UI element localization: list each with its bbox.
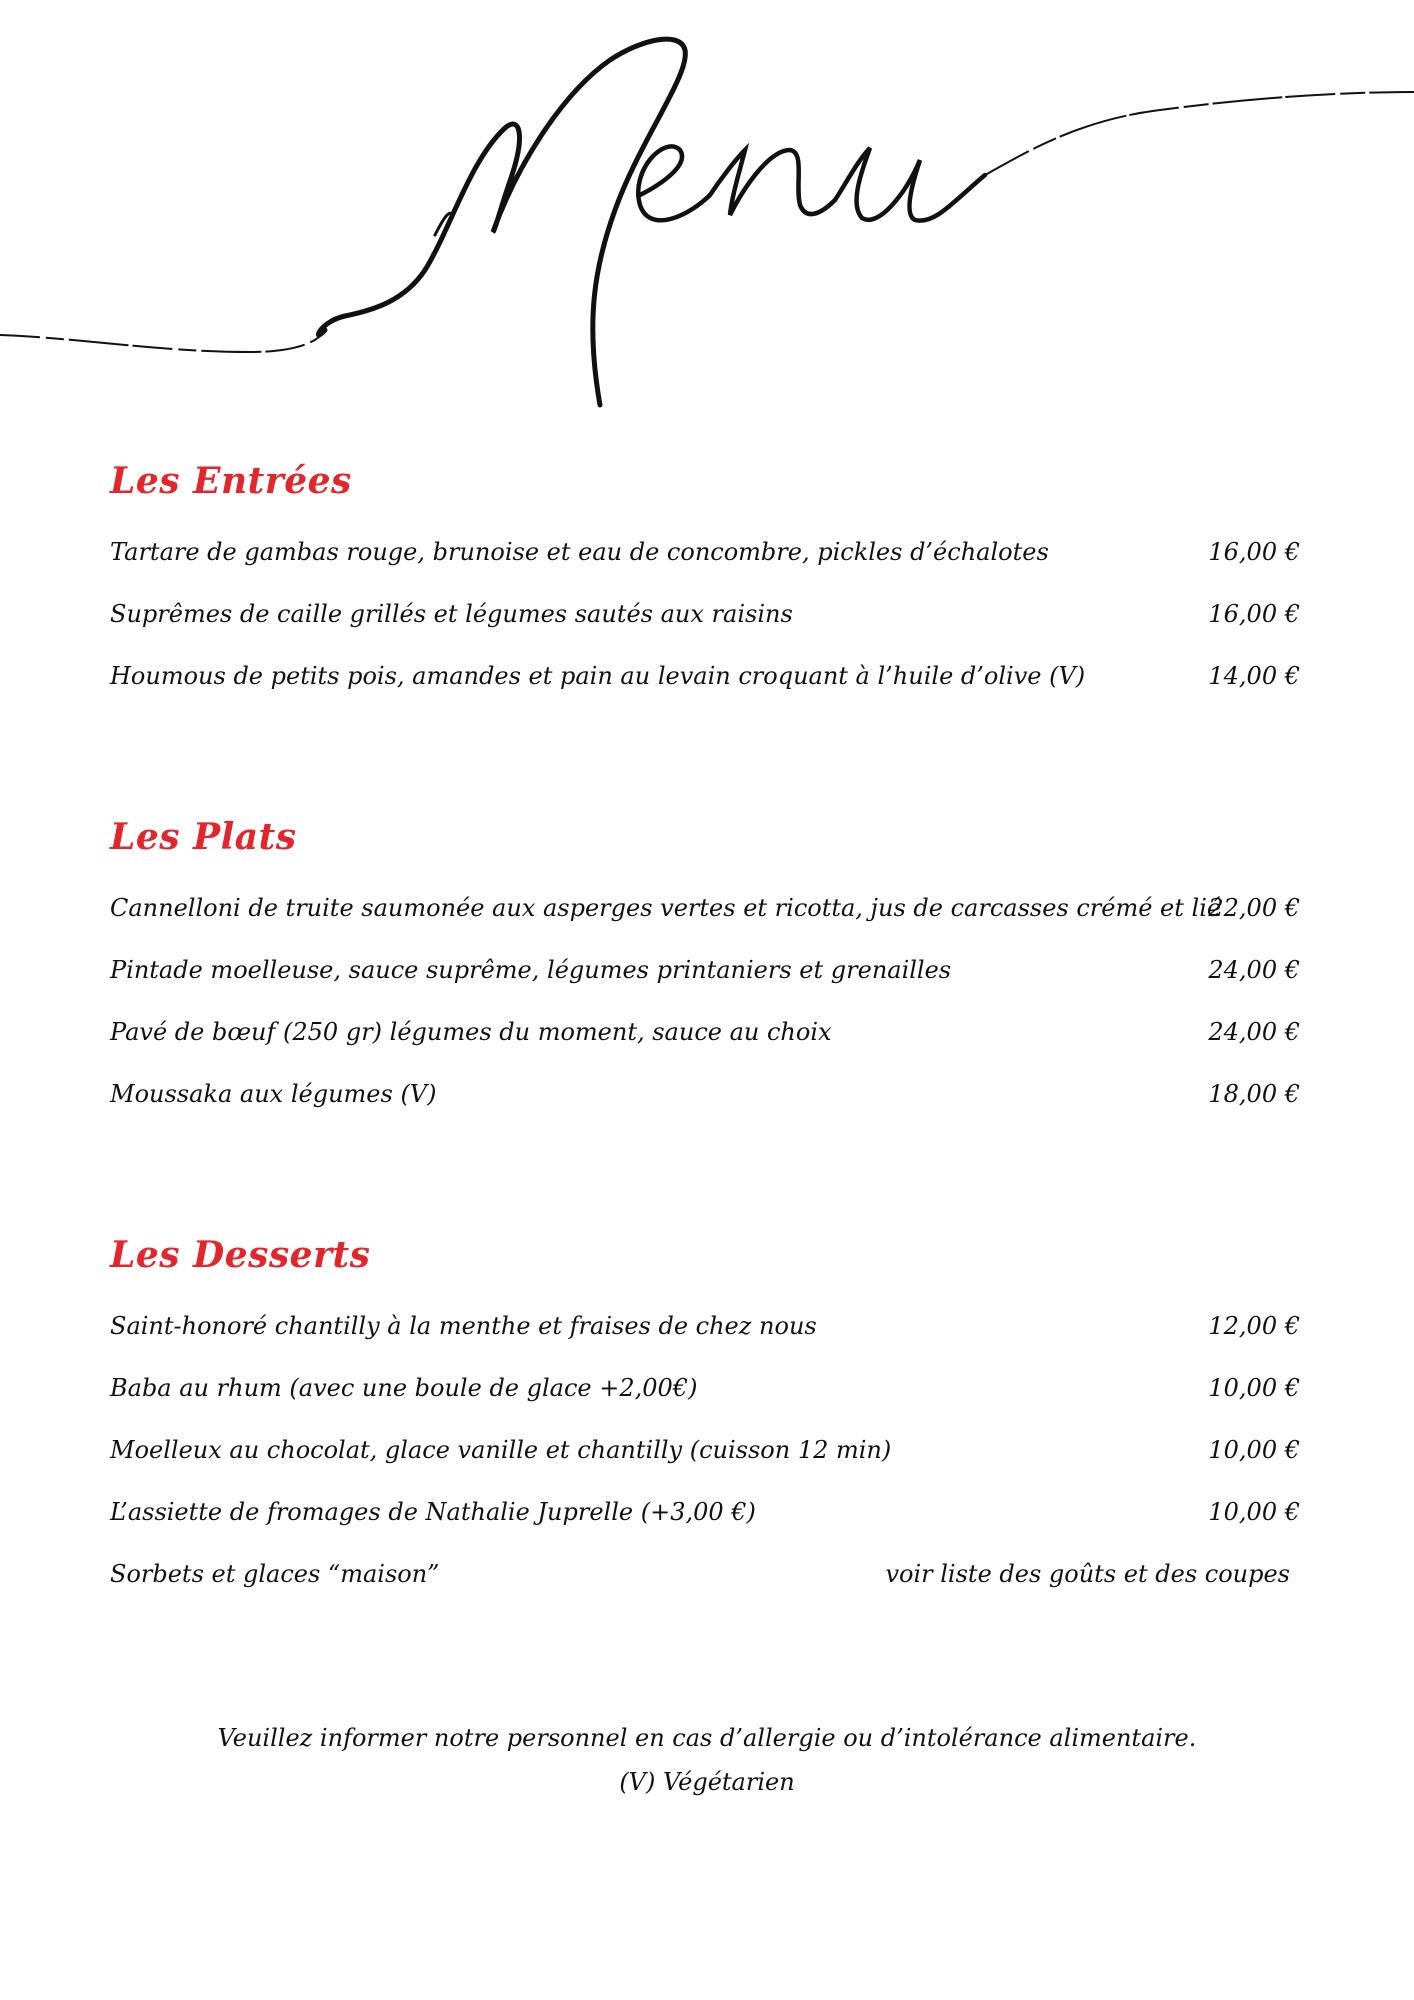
item-name: Moussaka aux légumes (V): [110, 1080, 437, 1108]
letter-u-stroke: [835, 148, 985, 221]
item-name: Baba au rhum (avec une boule de glace +2,00€): [110, 1374, 698, 1402]
item-price: 16,00 €: [1208, 538, 1300, 566]
menu-title-script: [0, 0, 1414, 430]
section-plats: [110, 816, 1300, 1108]
section-entrees: [110, 460, 1300, 690]
menu-item: [110, 1498, 1300, 1538]
menu-item: [110, 1560, 1300, 1600]
section-title: Les Entrées: [110, 460, 352, 502]
letter-m-stroke: [318, 39, 685, 405]
menu-item: [110, 1312, 1300, 1352]
item-price: 22,00 €: [1208, 894, 1300, 922]
menu-item: [110, 1374, 1300, 1414]
item-price: 24,00 €: [1208, 1018, 1300, 1046]
menu-item: [110, 956, 1300, 996]
item-price: 24,00 €: [1208, 956, 1300, 984]
item-price: 14,00 €: [1208, 662, 1300, 690]
footer-note: [0, 1716, 1414, 1804]
item-name: Moelleux au chocolat, glace vanille et chantilly (cuisson 12 min): [110, 1436, 892, 1464]
item-price: 10,00 €: [1208, 1436, 1300, 1464]
item-name: Houmous de petits pois, amandes et pain au levain croquant à l’huile d’olive (V): [110, 662, 1086, 690]
vegetarian-legend: (V) Végétarien: [619, 1768, 795, 1796]
item-name: Sorbets et glaces “maison”: [110, 1560, 440, 1588]
menu-item: [110, 894, 1300, 934]
letter-n-stroke: [710, 150, 835, 215]
menu-item: [110, 662, 1300, 702]
item-price: 16,00 €: [1208, 600, 1300, 628]
item-name: L’assiette de fromages de Nathalie Juprelle (+3,00 €): [110, 1498, 756, 1526]
menu-item: [110, 1080, 1300, 1120]
item-price: 12,00 €: [1208, 1312, 1300, 1340]
section-title: Les Plats: [110, 816, 297, 858]
menu-item: [110, 538, 1300, 578]
item-price: 18,00 €: [1208, 1080, 1300, 1108]
letter-e-stroke: [638, 146, 710, 220]
item-name: Saint-honoré chantilly à la menthe et fraises de chez nous: [110, 1312, 817, 1340]
item-name: Suprêmes de caille grillés et légumes sautés aux raisins: [110, 600, 793, 628]
section-title: Les Desserts: [110, 1234, 371, 1276]
item-name: Cannelloni de truite saumonée aux asperges vertes et ricotta, jus de carcasses crémé et lié: [110, 894, 1222, 922]
menu-item: [110, 1436, 1300, 1476]
item-price: 10,00 €: [1208, 1498, 1300, 1526]
item-name: Pavé de bœuf (250 gr) légumes du moment, sauce au choix: [110, 1018, 832, 1046]
item-name: Tartare de gambas rouge, brunoise et eau de concombre, pickles d’échalotes: [110, 538, 1049, 566]
menu-item: [110, 600, 1300, 640]
section-desserts: [110, 1234, 1300, 1588]
left-swash-line: [0, 330, 325, 352]
right-swash-line: [985, 92, 1414, 175]
allergy-notice: Veuillez informer notre personnel en cas d’allergie ou d’intolérance alimentaire.: [217, 1724, 1197, 1752]
item-price: 10,00 €: [1208, 1374, 1300, 1402]
item-note: voir liste des goûts et des coupes: [885, 1560, 1290, 1588]
item-name: Pintade moelleuse, sauce suprême, légumes printaniers et grenailles: [110, 956, 952, 984]
menu-item: [110, 1018, 1300, 1058]
